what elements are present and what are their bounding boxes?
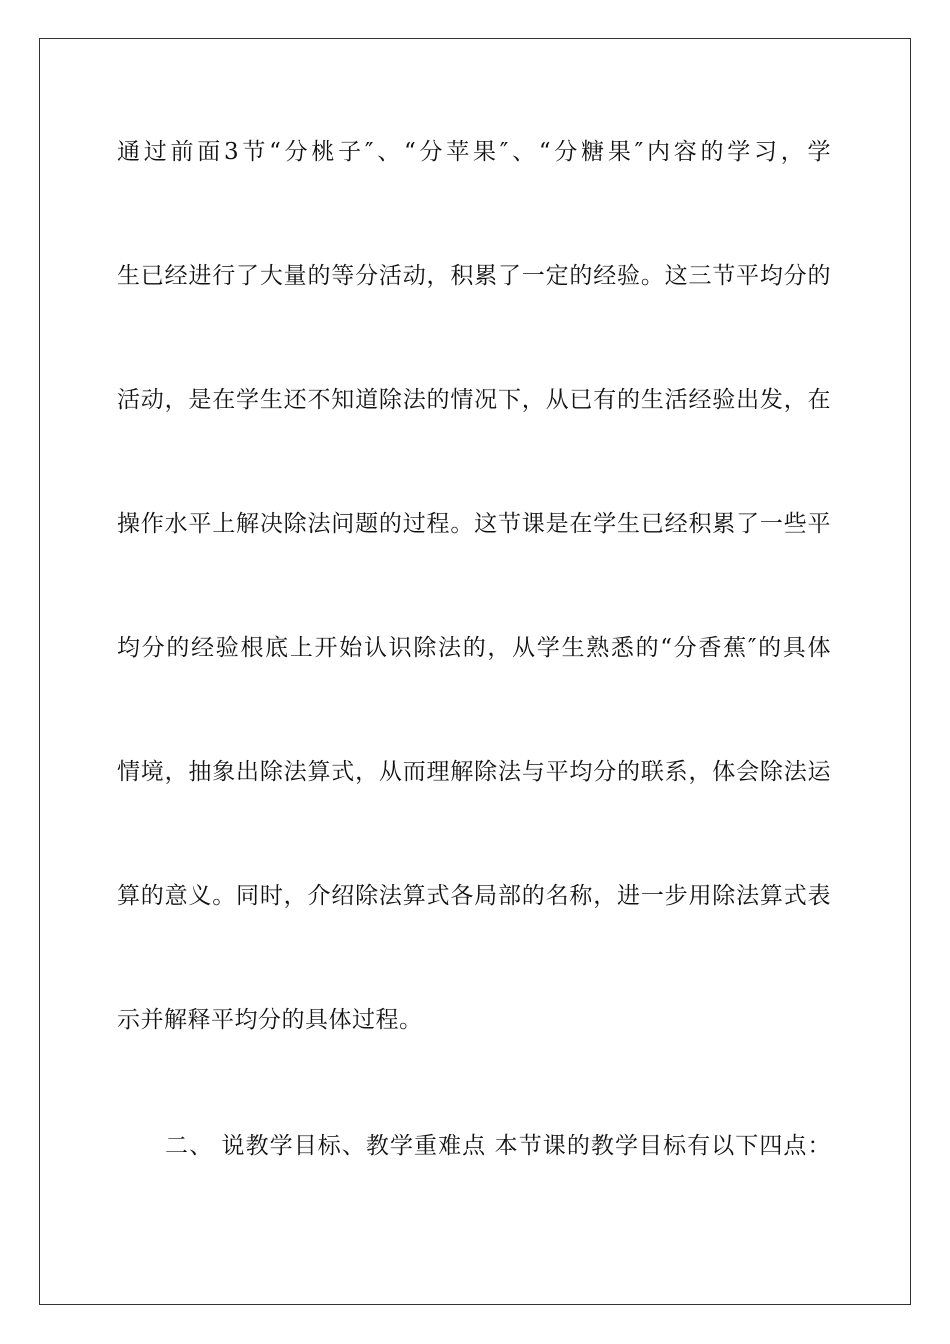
paragraph-line-6: 情境，抽象出除法算式，从而理解除法与平均分的联系，体会除法运 <box>117 759 831 785</box>
paragraph-line-7: 算的意义。同时，介绍除法算式各局部的名称，进一步用除法算式表 <box>117 883 831 909</box>
paragraph-line-3: 活动，是在学生还不知道除法的情况下，从已有的生活经验出发，在 <box>117 387 831 413</box>
page-border <box>39 38 911 1305</box>
section-heading: 二、 说教学目标、教学重难点 本节课的教学目标有以下四点： <box>165 1133 831 1159</box>
paragraph-line-4: 操作水平上解决除法问题的过程。这节课是在学生已经积累了一些平 <box>117 511 831 537</box>
paragraph-line-1: 通过前面3节“分桃子″、“分苹果″、“分糖果″内容的学习，学 <box>117 139 831 165</box>
paragraph-line-8: 示并解释平均分的具体过程。 <box>117 1007 423 1033</box>
paragraph-line-2: 生已经进行了大量的等分活动，积累了一定的经验。这三节平均分的 <box>117 263 831 289</box>
paragraph-line-5: 均分的经验根底上开始认识除法的，从学生熟悉的“分香蕉″的具体 <box>117 635 831 661</box>
